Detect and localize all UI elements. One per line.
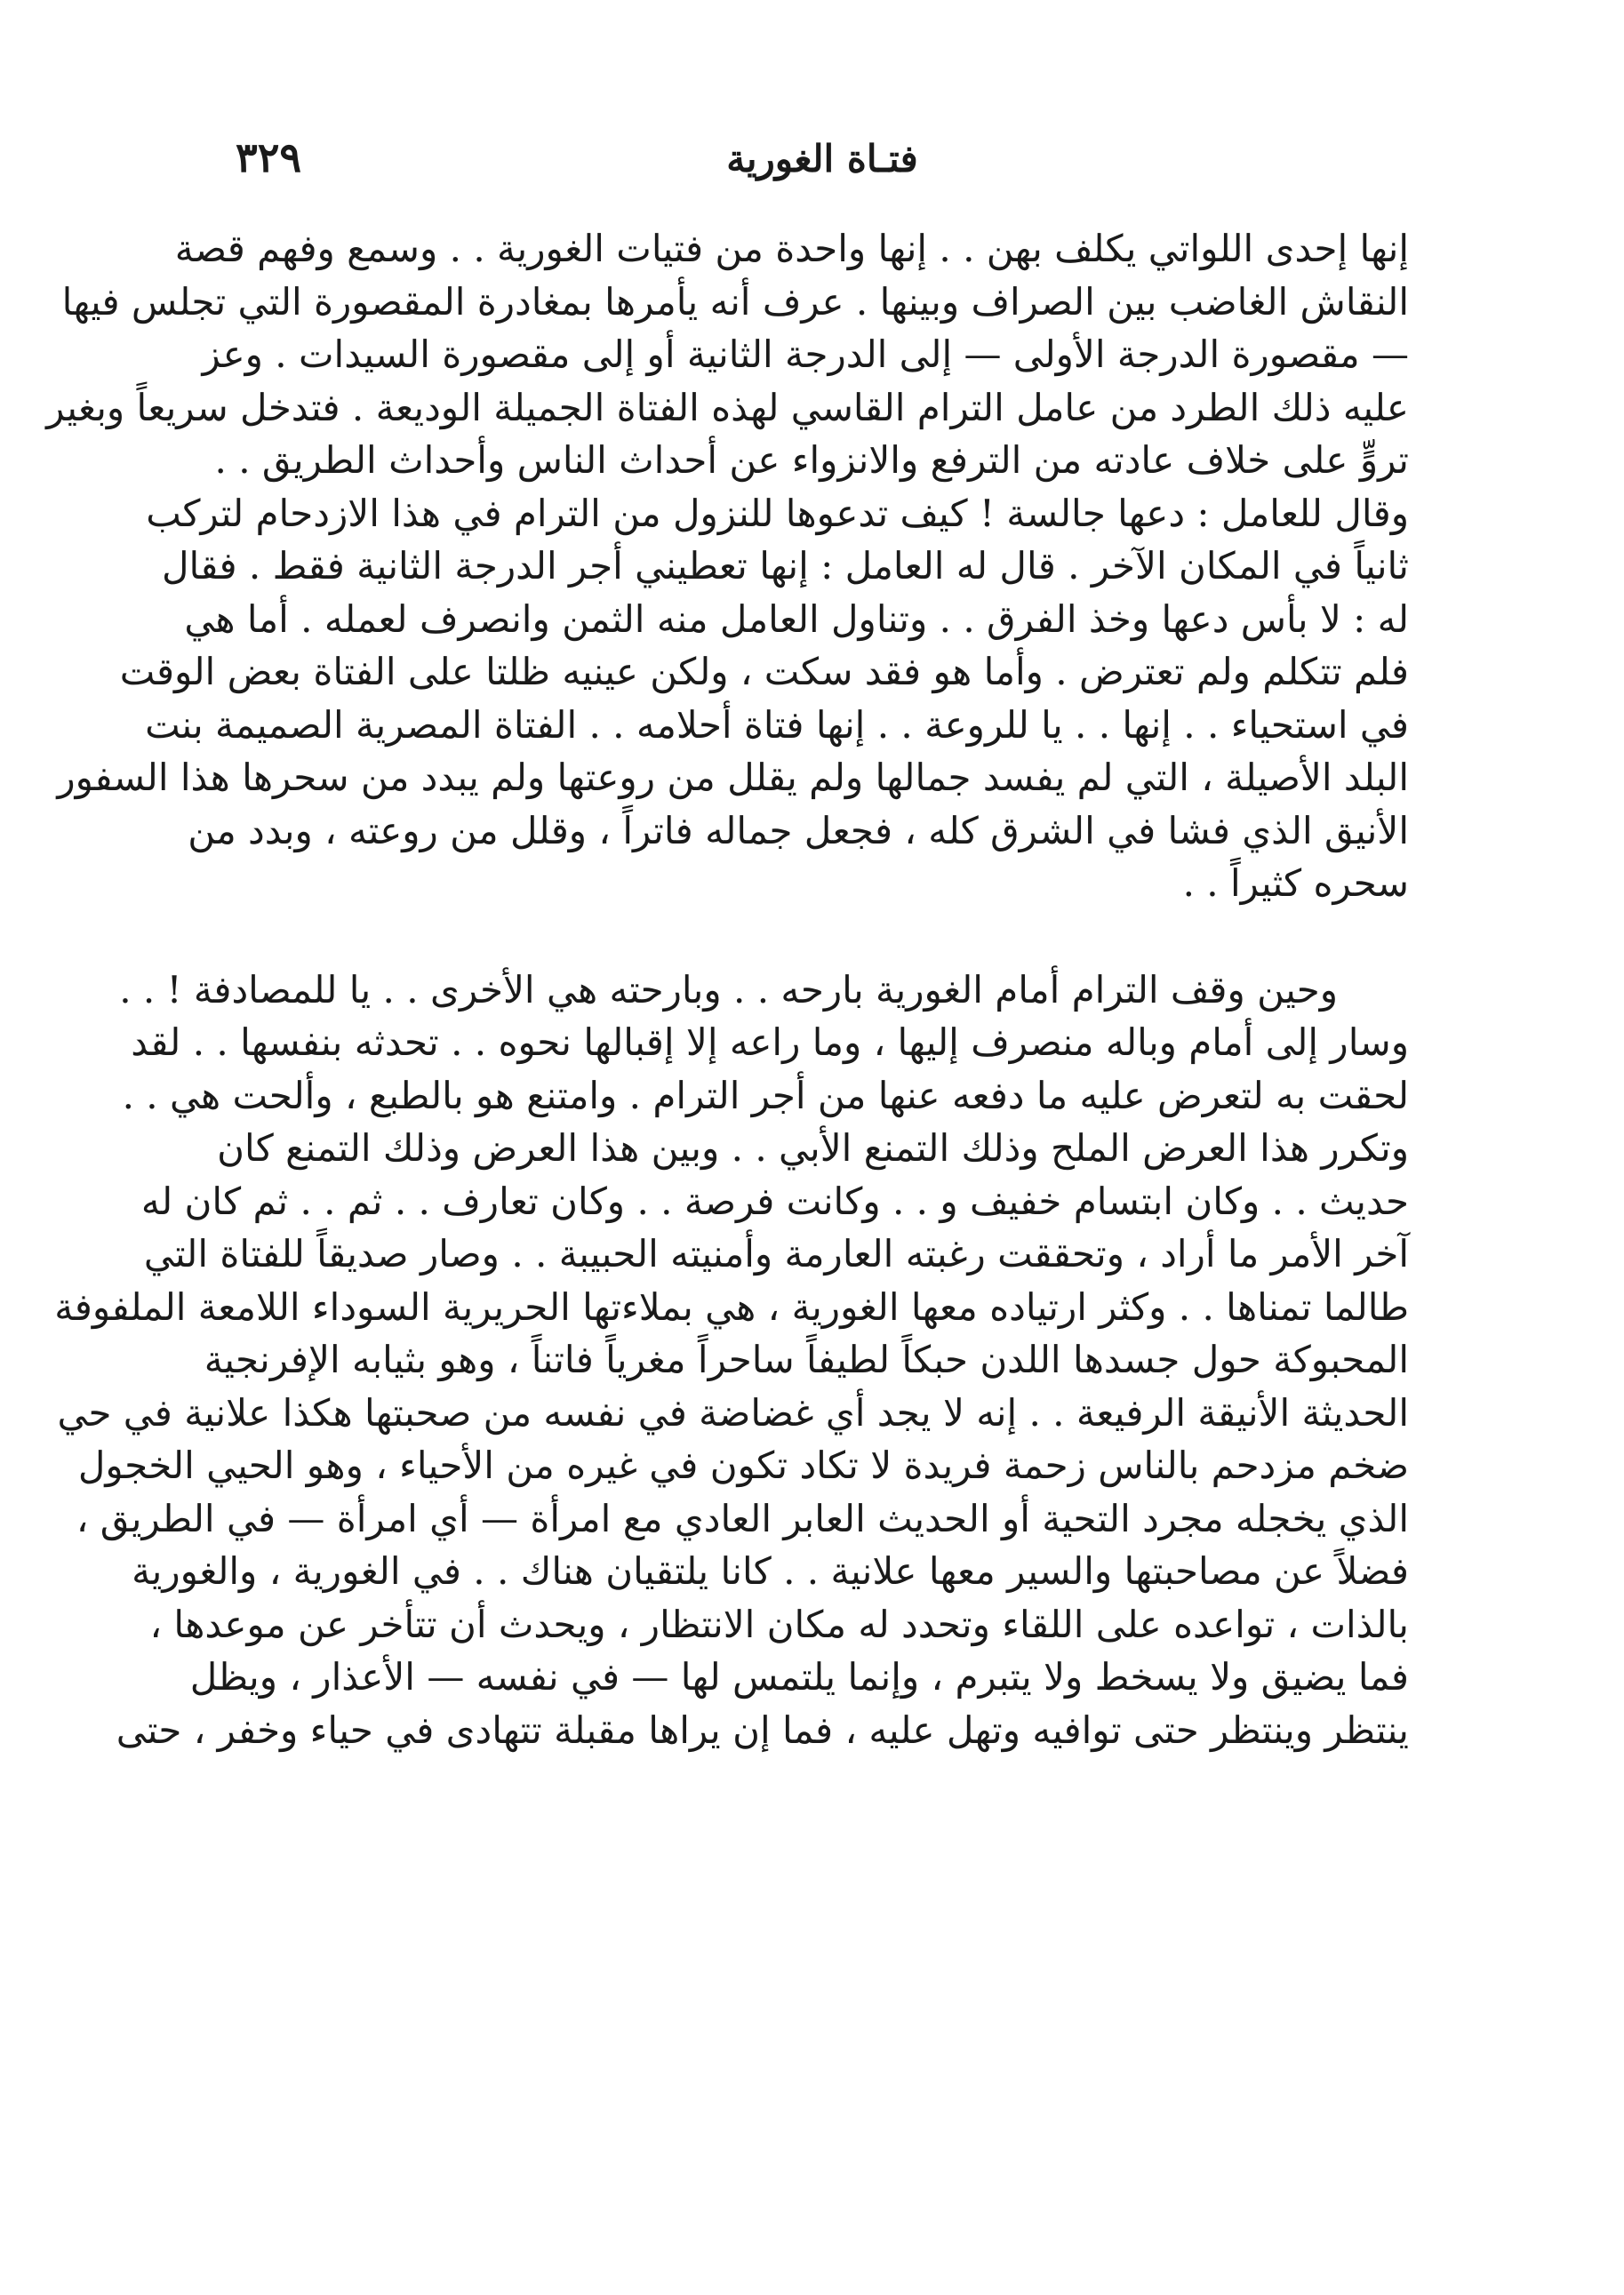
text-line: النقاش الغاضب بين الصراف وبينها . عرف أنه يأمرها بمغادرة المقصورة التي تجلس فيها — [61, 279, 1409, 324]
paragraph-2 — [54, 964, 1409, 1757]
text-line: تروٍّ على خلاف عادته من الترفع والانزواء عن أحداث الناس وأحداث الطريق . . — [214, 438, 1409, 482]
text-line: فما يضيق ولا يسخط ولا يتبرم ، وإنما يلتمس لها — في نفسه — الأعذار ، ويظل — [189, 1655, 1409, 1699]
text-line: — مقصورة الدرجة الأولى — إلى الدرجة الثانية أو إلى مقصورة السيدات . وعز — [202, 332, 1409, 376]
text-line: الأنيق الذي فشا في الشرق كله ، فجعل جماله فاتراً ، وقلل من روعته ، وبدد من — [188, 808, 1409, 852]
text-line: بالذات ، تواعده على اللقاء وتحدد له مكان الانتظار ، ويحدث أن تتأخر عن موعدها ، — [149, 1602, 1409, 1646]
text-line: البلد الأصيلة ، التي لم يفسد جمالها ولم يقلل من روعتها ولم يبدد من سحرها هذا السفور — [57, 756, 1409, 799]
text-line: وحين وقف الترام أمام الغورية بارحه . . وبارحته هي الأخرى . . يا للمصادفة ! . . — [119, 967, 1338, 1012]
text-line: وسار إلى أمام وباله منصرف إليها ، وما راعه إلا إقبالها نحوه . . تحدثه بنفسها . . لقد — [131, 1020, 1409, 1064]
text-line: سحره كثيراً . . — [1182, 861, 1409, 905]
text-line: وقال للعامل : دعها جالسة ! كيف تدعوها للنزول من الترام في هذا الازدحام لتركب — [146, 491, 1409, 535]
text-line: آخر الأمر ما أراد ، وتحققت رغبته العارمة وأمنيته الحبيبة . . وصار صديقاً للفتاة التي — [143, 1232, 1409, 1275]
running-title: فتـاة الغورية — [726, 137, 918, 180]
text-line: ضخم مزدحم بالناس زحمة فريدة لا تكاد تكون في غيره من الأحياء ، وهو الحيي الخجول — [77, 1443, 1409, 1487]
text-line: عليه ذلك الطرد من عامل الترام القاسي لهذه الفتاة الجميلة الوديعة . فتدخل سريعاً وبغير — [46, 385, 1409, 429]
text-line: الحديثة الأنيقة الرفيعة . . إنه لا يجد أي غضاضة في نفسه من صحبتها هكذا علانية في حي — [57, 1390, 1409, 1435]
text-line: الذي يخجله مجرد التحية أو الحديث العابر العادي مع امرأة — أي امرأة — في الطريق ، — [76, 1496, 1409, 1540]
paragraph-gap — [236, 910, 1409, 964]
text-line: لحقت به لتعرض عليه ما دفعه عنها من أجر الترام . وامتنع هو بالطبع ، وألحت هي . . — [122, 1073, 1409, 1117]
text-line: ثانياً في المكان الآخر . قال له العامل : إنها تعطيني أجر الدرجة الثانية فقط . فقال — [161, 544, 1409, 588]
text-line: ينتظر وينتظر حتى توافيه وتهل عليه ، فما إن يراها مقبلة تتهادى في حياء وخفر ، حتى — [116, 1707, 1409, 1752]
text-line: طالما تمناها . . وكثر ارتياده معها الغورية ، هي بملاءتها الحريرية السوداء اللامعة الملفوفة — [54, 1284, 1409, 1329]
text-line: وتكرر هذا العرض الملح وذلك التمنع الأبي . . وبين هذا العرض وذلك التمنع كان — [217, 1126, 1409, 1170]
text-line: له : لا بأس دعها وخذ الفرق . . وتناول العامل منه الثمن وانصرف لعمله . أما هي — [184, 596, 1409, 641]
page-header — [236, 133, 1409, 204]
text-line: حديث . . وكان ابتسام خفيف و . . وكانت فرصة . . وكان تعارف . . ثم . . ثم كان له — [140, 1179, 1409, 1223]
text-line: المحبوكة حول جسدها اللدن حبكاً لطيفاً ساحراً مغرياً فاتناً ، وهو بثيابه الإفرنجية — [204, 1338, 1409, 1381]
page-number: ٣٢٩ — [236, 133, 302, 181]
text-line: في استحياء . . إنها . . يا للروعة . . إنها فتاة أحلامه . . الفتاة المصرية الصميمة بنت — [145, 702, 1409, 747]
paragraph-1 — [46, 222, 1409, 910]
text-line: فلم تتكلم ولم تعترض . وأما هو فقد سكت ، ولكن عينيه ظلتا على الفتاة بعض الوقت — [119, 650, 1409, 693]
body-text — [46, 222, 1409, 1756]
text-line: فضلاً عن مصاحبتها والسير معها علانية . . كانا يلتقيان هناك . . في الغورية ، والغورية — [132, 1549, 1409, 1593]
text-line: إنها إحدى اللواتي يكلف بهن . . إنها واحدة من فتيات الغورية . . وسمع وفهم قصة — [174, 227, 1409, 270]
